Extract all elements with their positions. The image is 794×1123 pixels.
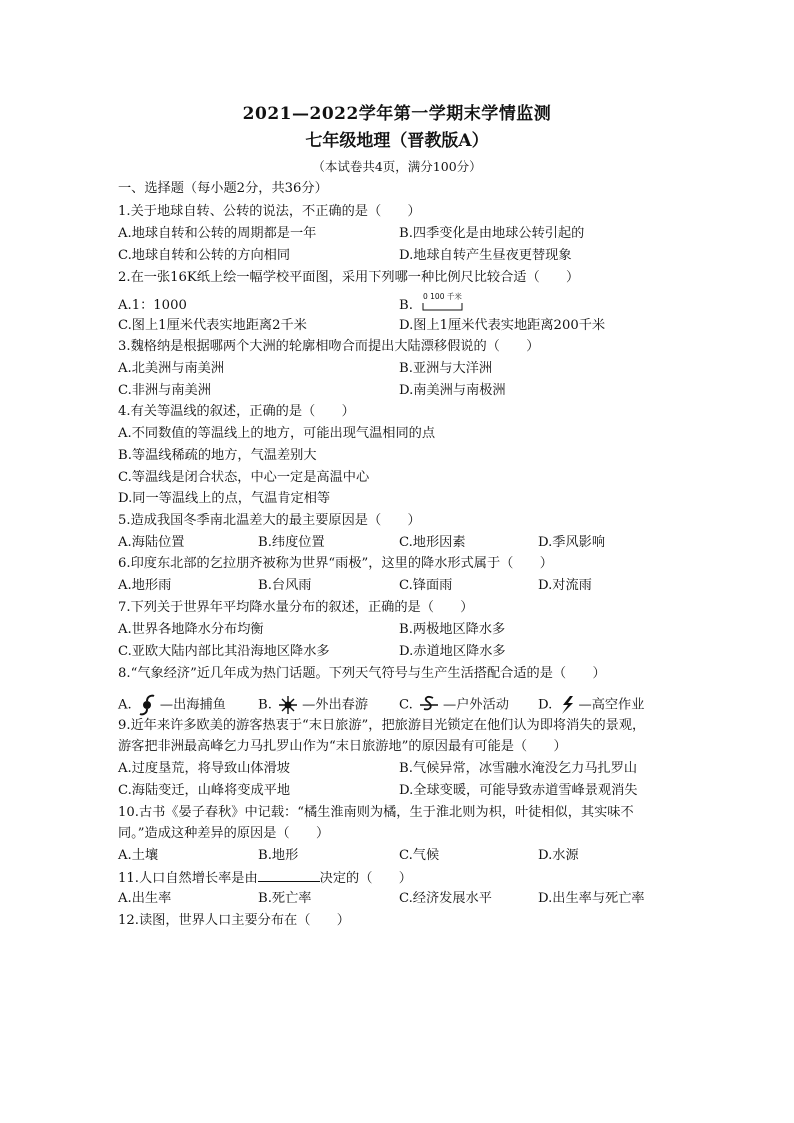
question-9-option-b: B.气候异常，冰雪融水淹没乞力马扎罗山 [399,761,638,776]
question-7-stem: 7.下列关于世界年平均降水量分布的叙述，正确的是（ ） [118,600,474,615]
question-6-option-a: A.地形雨 [118,578,172,593]
question-5-option-a: A.海陆位置 [118,535,185,550]
question-11-option-a: A.出生率 [118,891,172,906]
option-text-a: —出海捕鱼 [159,697,226,713]
question-11-stem-post: 决定的（ ） [319,871,412,886]
exam-title: 2021—2022学年第一学期末学情监测 [242,104,552,124]
question-4-option-b: B.等温线稀疏的地方，气温差别大 [118,448,317,463]
question-5-option-c: C.地形因素 [399,535,466,550]
question-2-option-b: B. [399,298,413,313]
question-7-option-c: C.亚欧大陆内部比其沿海地区降水多 [118,644,330,659]
question-6-option-b: B.台风雨 [258,578,312,593]
question-1-stem: 1.关于地球自转、公转的说法，不正确的是（ ） [118,204,421,219]
question-4-option-a: A.不同数值的等温线上的地方，可能出现气温相同的点 [118,426,436,441]
question-11-option-b: B.死亡率 [258,891,312,906]
thunderstorm-symbol-icon [557,694,577,716]
section-heading: 一、选择题（每小题2分，共36分） [118,181,328,196]
question-3-option-d: D.南美洲与南极洲 [399,383,506,398]
question-9-option-d: D.全球变暖，可能导致赤道雪峰景观消失 [399,783,638,798]
scale-bar-label: 0 100 千米 [423,292,462,301]
question-1-option-a: A.地球自转和公转的周期都是一年 [118,226,317,241]
question-4-option-c: C.等温线是闭合状态，中心一定是高温中心 [118,470,370,485]
question-5-stem: 5.造成我国冬季南北温差大的最主要原因是（ ） [118,513,421,528]
question-10-option-b: B.地形 [258,848,299,863]
question-6-option-d: D.对流雨 [538,578,592,593]
question-8-option-a [118,694,226,716]
question-11-option-c: C.经济发展水平 [399,891,492,906]
question-1-option-c: C.地球自转和公转的方向相同 [118,248,291,263]
answer-blank [258,869,320,882]
scale-bar-icon [420,290,472,316]
option-letter-b: B. [258,697,272,713]
question-9-option-c: C.海陆变迁，山峰将变成平地 [118,783,291,798]
question-9-stem-line-1: 9.近年来许多欧美的游客热衷于“末日旅游”，把旅游目光锁定在他们认为即将消失的景观， [118,718,646,733]
option-letter-c: C. [399,697,413,713]
exam-note: （本试卷共4页，满分100分） [312,159,482,174]
question-3-option-c: C.非洲与南美洲 [118,383,211,398]
typhoon-symbol-icon [136,694,158,716]
option-letter-d: D. [538,697,553,713]
question-1-option-b: B.四季变化是由地球公转引起的 [399,226,585,241]
question-7-option-a: A.世界各地降水分布均衡 [118,622,264,637]
question-4-stem: 4.有关等温线的叙述，正确的是（ ） [118,404,355,419]
question-2-option-d: D.图上1厘米代表实地距离200千米 [399,318,606,333]
question-8-option-c [399,694,509,716]
question-9-option-a: A.过度垦荒，将导致山体滑坡 [118,761,290,776]
question-9-stem-line-2: 游客把非洲最高峰乞力马扎罗山作为“末日旅游地”的原因最有可能是（ ） [118,739,567,754]
question-2-option-a: A.1：1000 [118,298,187,313]
question-3-option-a: A.北美洲与南美洲 [118,361,225,376]
question-3-stem: 3.魏格纳是根据哪两个大洲的轮廓相吻合而提出大陆漂移假说的（ ） [118,339,540,354]
question-7-option-d: D.赤道地区降水多 [399,644,506,659]
option-letter-a: A. [118,697,132,713]
question-10-option-d: D.水源 [538,848,579,863]
question-5-option-d: D.季风影响 [538,535,606,550]
question-10-option-c: C.气候 [399,848,440,863]
question-6-option-c: C.锋面雨 [399,578,453,593]
exam-subtitle: 七年级地理（晋教版A） [305,131,489,151]
question-2-stem: 2.在一张16K纸上绘一幅学校平面图，采用下列哪一种比例尺比较合适（ ） [118,270,580,285]
question-1-option-d: D.地球自转产生昼夜更替现象 [399,248,572,263]
question-12-stem: 12.读图，世界人口主要分布在（ ） [118,913,350,928]
question-10-stem-line-2: 同。”造成这种差异的原因是（ ） [118,826,330,841]
question-10-option-a: A.土壤 [118,848,159,863]
question-6-stem: 6.印度东北部的乞拉朋齐被称为世界“雨极”，这里的降水形式属于（ ） [118,556,553,571]
question-7-option-b: B.两极地区降水多 [399,622,506,637]
question-2-option-c: C.图上1厘米代表实地距离2千米 [118,318,307,333]
question-11-option-d: D.出生率与死亡率 [538,891,645,906]
question-11-stem-pre: 11.人口自然增长率是由 [118,871,258,886]
question-11-stem [118,869,412,887]
question-8-option-d [538,694,644,716]
option-text-d: —高空作业 [578,697,645,713]
question-4-option-d: D.同一等温线上的点，气温肯定相等 [118,491,331,506]
question-5-option-b: B.纬度位置 [258,535,325,550]
floating-dust-symbol-icon [417,694,441,716]
option-text-b: —外出春游 [302,697,369,713]
question-8-option-b [258,694,368,716]
question-3-option-b: B.亚洲与大洋洲 [399,361,493,376]
sandstorm-symbol-icon [276,694,300,716]
question-8-stem: 8.“气象经济”近几年成为热门话题。下列天气符号与生产生活搭配合适的是（ ） [118,666,606,681]
question-10-stem-line-1: 10.古书《晏子春秋》中记载：“橘生淮南则为橘，生于淮北则为枳，叶徒相似，其实味不 [118,805,634,820]
option-text-c: —户外活动 [443,697,509,713]
